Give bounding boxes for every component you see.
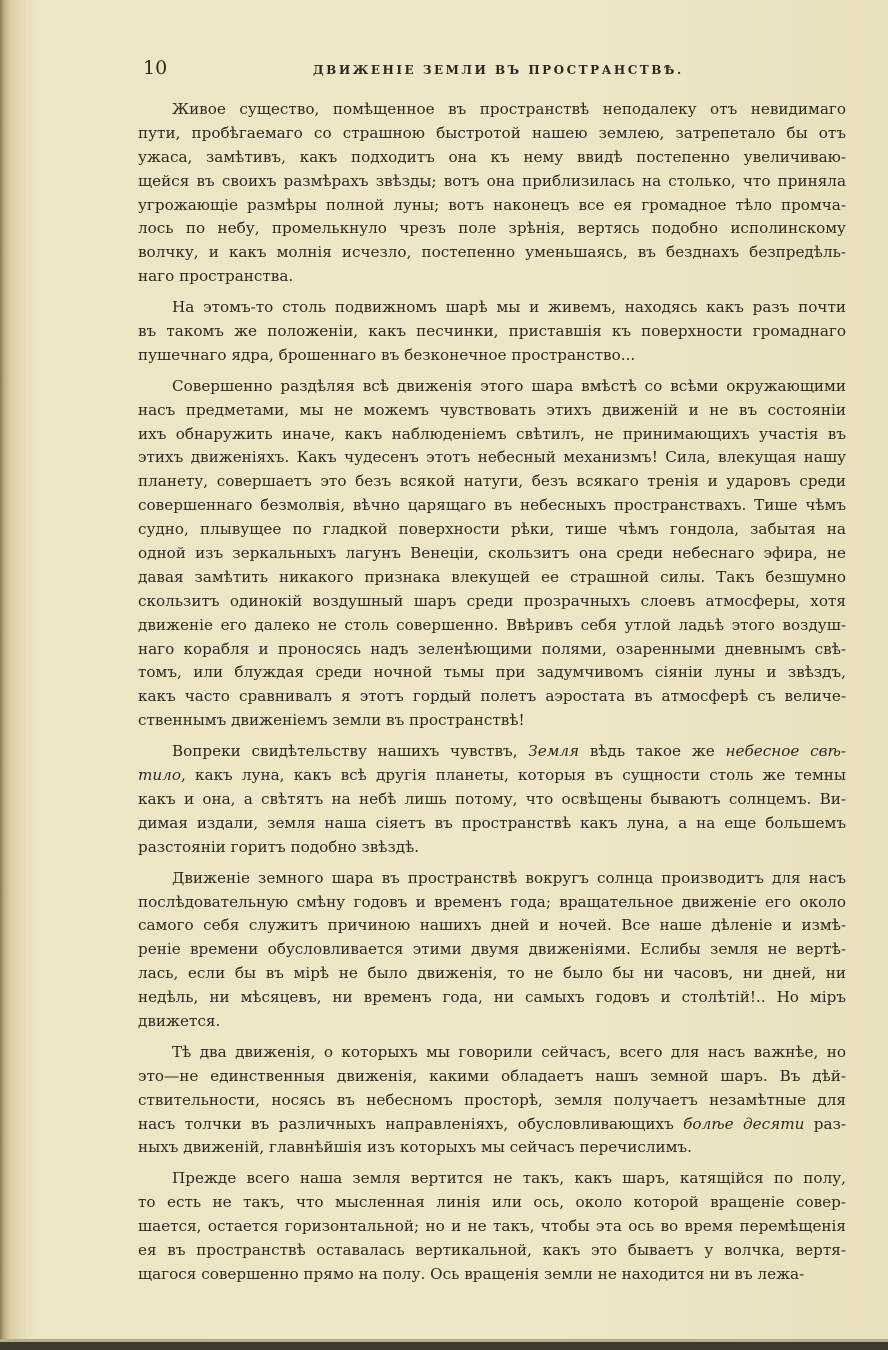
text-line: ея въ пространствѣ оставалась вертикальной, какъ это бываетъ у волчка, вертя-: [138, 1240, 846, 1259]
text-segment: , какъ луна, какъ всѣ другія планеты, которыя въ сущности столь же темны: [181, 766, 846, 785]
text-line: какъ часто сравнивалъ я этотъ гордый полетъ аэростата въ атмосферѣ съ величе-: [138, 687, 846, 706]
paragraph: [138, 740, 846, 859]
text-line: щагося совершенно прямо на полу. Ось вращенія земли не находится ни въ лежа-: [138, 1264, 805, 1283]
text-segment: раз-: [804, 1114, 846, 1133]
italic-text: небесное свѣ-: [725, 742, 846, 761]
text-line: Тѣ два движенія, о которыхъ мы говорили сейчасъ, всего для насъ важнѣе, но: [172, 1042, 846, 1061]
text-line: лась, если бы въ мірѣ не было движенія, то не было бы ни часовъ, ни дней, ни: [138, 964, 846, 983]
paragraph: [138, 1167, 846, 1286]
text-line: этихъ движеніяхъ. Какъ чудесенъ этотъ небесный механизмъ! Сила, влекущая нашу: [138, 448, 846, 467]
body-text: [138, 98, 846, 1287]
text-line: На этомъ-то столь подвижномъ шарѣ мы и живемъ, находясь какъ разъ почти: [172, 298, 846, 317]
paragraph: [138, 98, 846, 289]
text-line: [138, 740, 846, 764]
text-line: [138, 764, 846, 788]
text-segment: вѣдь такое же: [579, 742, 726, 761]
text-line: шается, остается горизонтальной; но и не такъ, чтобы эта ось во время перемѣщенія: [138, 1217, 846, 1236]
text-line: пушечнаго ядра, брошеннаго въ безконечное пространство...: [138, 345, 636, 364]
text-line: скользитъ одинокій воздушный шаръ среди прозрачныхъ слоевъ атмосферы, хотя: [138, 591, 846, 610]
text-line: разстояніи горитъ подобно звѣздѣ.: [138, 837, 420, 856]
text-line: Совершенно раздѣляя всѣ движенія этого шара вмѣстѣ со всѣми окружающими: [172, 376, 846, 395]
text-line: [138, 1113, 846, 1137]
text-line: въ такомъ же положеніи, какъ песчинки, приставшія къ поверхности громаднаго: [138, 322, 846, 341]
text-segment: насъ толчки въ различныхъ направленіяхъ, обусловливающихъ: [138, 1114, 684, 1133]
page-number: 10: [143, 57, 168, 79]
page-header: [143, 56, 847, 84]
text-line: димая издали, земля наша сіяетъ въ пространствѣ какъ луна, а на еще большемъ: [138, 813, 846, 832]
text-line: ихъ обнаружить иначе, какъ наблюденіемъ свѣтилъ, не принимающихъ участія въ: [138, 424, 846, 443]
text-line: щейся въ своихъ размѣрахъ звѣзды; вотъ она приблизилась на столько, что приняла: [138, 171, 846, 190]
text-line: давая замѣтить никакого признака влекущей ее страшной силы. Такъ безшумно: [138, 567, 846, 586]
paragraph: [138, 375, 846, 733]
text-line: Живое существо, помѣщенное въ пространствѣ неподалеку отъ невидимаго: [172, 100, 846, 118]
paragraph: [138, 867, 846, 1034]
italic-text: болѣе десяти: [683, 1114, 805, 1133]
text-line: одной изъ зеркальныхъ лагунъ Венеціи, скользитъ она среди небеснаго эфира, не: [138, 544, 846, 563]
text-line: томъ, или блуждая среди ночной тьмы при задумчивомъ сіяніи луны и звѣздъ,: [138, 663, 846, 682]
text-line: совершеннаго безмолвія, вѣчно царящаго въ небесныхъ пространствахъ. Тише чѣмъ: [138, 496, 846, 515]
text-line: угрожающіе размѣры полной луны; вотъ наконецъ все ея громадное тѣло промча-: [138, 195, 846, 214]
text-line: ственнымъ движеніемъ земли въ пространствѣ!: [138, 711, 525, 730]
text-line: движеніе его далеко не столь совершенно. Ввѣривъ себя утлой ладьѣ этого воздуш-: [138, 615, 846, 634]
italic-text: тило: [138, 766, 181, 785]
text-line: послѣдовательную смѣну годовъ и временъ года; вращательное движеніе его около: [138, 892, 846, 911]
text-line: движется.: [138, 1011, 221, 1030]
text-line: ныхъ движеній, главнѣйшія изъ которыхъ мы сейчасъ перечислимъ.: [138, 1138, 692, 1157]
paragraph: [138, 1041, 846, 1160]
text-line: то есть не такъ, что мысленная линія или ось, около которой вращеніе совер-: [138, 1193, 846, 1212]
text-line: самого себя служитъ причиною нашихъ дней и ночей. Все наше дѣленіе и измѣ-: [138, 916, 846, 935]
paragraph: [138, 296, 846, 368]
text-line: ствительности, носясь въ небесномъ просторѣ, земля получаетъ незамѣтные для: [138, 1090, 846, 1109]
text-line: Прежде всего наша земля вертится не такъ, какъ шаръ, катящійся по полу,: [172, 1169, 846, 1188]
text-line: судно, плывущее по гладкой поверхности рѣки, тише чѣмъ гондола, забытая на: [138, 520, 846, 539]
text-line: Движеніе земного шара въ пространствѣ вокругъ солнца производитъ для насъ: [172, 868, 846, 887]
text-line: это—не единственныя движенія, какими обладаетъ нашъ земной шаръ. Въ дѣй-: [138, 1066, 846, 1085]
text-line: реніе времени обусловливается этими двумя движеніями. Еслибы земля не вертѣ-: [138, 940, 846, 959]
text-line: лось по небу, промелькнуло чрезъ поле зрѣнія, вертясь подобно исполинскому: [138, 219, 846, 238]
text-line: ужаса, замѣтивъ, какъ подходитъ она къ нему ввидѣ постепенно увеличиваю-: [138, 147, 846, 166]
running-title: ДВИЖЕНІЕ ЗЕМЛИ ВЪ ПРОСТРАНСТВѢ.: [313, 63, 684, 77]
italic-text: Земля: [528, 742, 580, 761]
text-line: планету, совершаетъ это безъ всякой натуги, безъ всякаго тренія и ударовъ среди: [138, 472, 846, 491]
text-line: волчку, и какъ молнія исчезло, постепенно уменьшаясь, въ безднахъ безпредѣль-: [138, 243, 846, 262]
text-line: наго пространства.: [138, 267, 294, 286]
text-line: насъ предметами, мы не можемъ чувствовать этихъ движеній и не въ состояніи: [138, 400, 846, 419]
text-line: недѣль, ни мѣсяцевъ, ни временъ года, ни самыхъ годовъ и столѣтій!.. Но міръ: [138, 988, 846, 1007]
text-line: наго корабля и проносясь надъ зеленѣющими полями, озаренными дневнымъ свѣ-: [138, 639, 846, 658]
text-line: пути, пробѣгаемаго со страшною быстротой нашею землею, затрепетало бы отъ: [138, 123, 846, 142]
page-bottom-border: [0, 1342, 888, 1350]
book-spine-shadow: [0, 0, 26, 1350]
text-segment: Вопреки свидѣтельству нашихъ чувствъ,: [172, 742, 529, 761]
text-line: какъ и она, а свѣтятъ на небѣ лишь потому, что освѣщены бываютъ солнцемъ. Ви-: [138, 789, 846, 808]
